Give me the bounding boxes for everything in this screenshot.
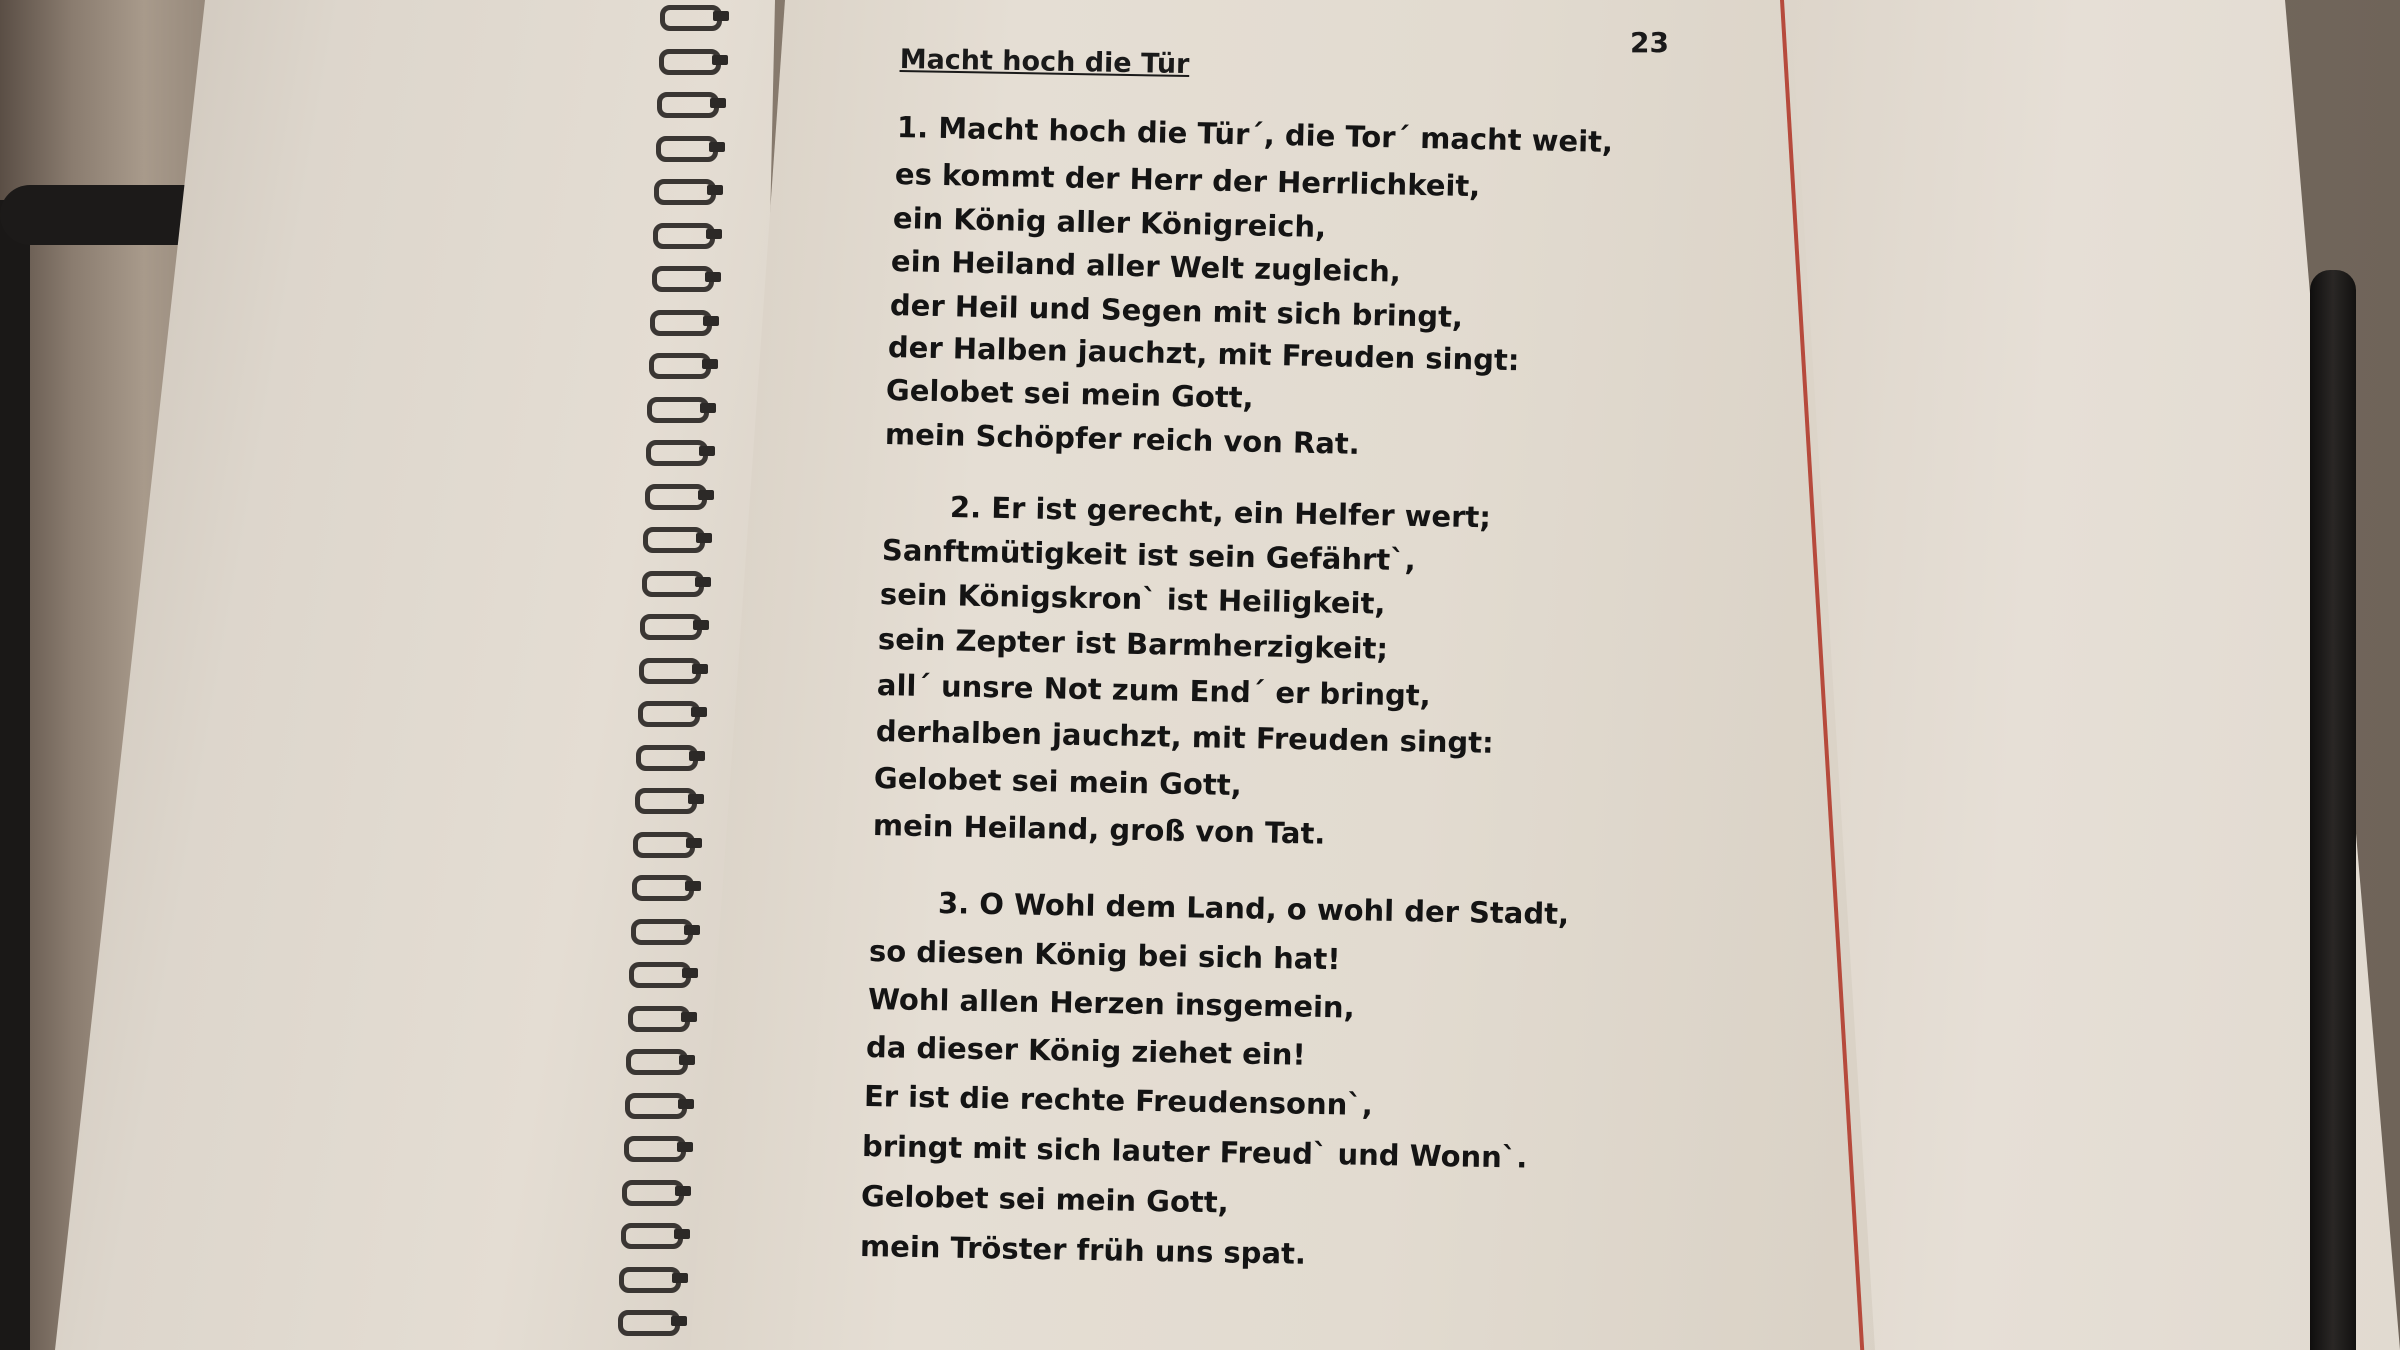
spiral-ring (647, 397, 709, 423)
verse-line: Gelobet sei mein Gott, (885, 373, 1255, 415)
spiral-ring (659, 49, 721, 75)
verse-line: Wohl allen Herzen insgemein, (867, 982, 1355, 1025)
verse-line: mein Heiland, groß von Tat. (872, 808, 1326, 851)
spiral-ring (646, 440, 708, 466)
spiral-ring (652, 266, 714, 292)
verse-line: sein Königskron` ist Heiligkeit, (879, 577, 1386, 621)
verse-line: sein Zepter ist Barmherzigkeit; (877, 622, 1389, 666)
verse-line: da dieser König ziehet ein! (865, 1030, 1306, 1072)
verse-line: Gelobet sei mein Gott, (860, 1179, 1229, 1220)
spiral-ring (626, 1049, 688, 1075)
verse-line: all´ unsre Not zum End´ er bringt, (876, 668, 1432, 713)
music-stand-left-post (0, 200, 30, 1350)
spiral-ring (636, 745, 698, 771)
verse-line: Gelobet sei mein Gott, (873, 761, 1242, 803)
spiral-ring (631, 919, 693, 945)
spiral-ring (645, 484, 707, 510)
verse-line: mein Schöpfer reich von Rat. (884, 417, 1361, 461)
spiral-ring (660, 5, 722, 31)
verse-line: ein Heiland aller Welt zugleich, (890, 244, 1402, 289)
spiral-ring (642, 571, 704, 597)
spiral-ring (621, 1223, 683, 1249)
spiral-ring (624, 1136, 686, 1162)
spiral-ring (625, 1093, 687, 1119)
verse-line: 3. O Wohl dem Land, o wohl der Stadt, (937, 886, 1570, 932)
spiral-ring (632, 875, 694, 901)
spiral-ring (640, 614, 702, 640)
verse-line: derhalben jauchzt, mit Freuden singt: (875, 714, 1495, 760)
music-stand-right-post (2310, 270, 2356, 1350)
spiral-ring (633, 832, 695, 858)
spiral-ring (657, 92, 719, 118)
verse-line: mein Tröster früh uns spat. (859, 1229, 1307, 1271)
verse-line: 2. Er ist gerecht, ein Helfer wert; (949, 490, 1492, 535)
verse-line: es kommt der Herr der Herrlichkeit, (894, 157, 1481, 204)
spiral-ring (628, 1006, 690, 1032)
spiral-ring (650, 310, 712, 336)
song-title: Macht hoch die Tür (899, 44, 1190, 81)
verse-line: bringt mit sich lauter Freud` und Wonn`. (861, 1129, 1528, 1175)
spiral-ring (618, 1310, 680, 1336)
spiral-ring (638, 701, 700, 727)
verse-line: der Halben jauchzt, mit Freuden singt: (887, 330, 1520, 378)
spiral-ring (629, 962, 691, 988)
verse-line: Sanftmütigkeit ist sein Gefährt`, (881, 533, 1417, 578)
spiral-ring (635, 788, 697, 814)
verse-line: Er ist die rechte Freudensonn`, (863, 1079, 1374, 1122)
next-page-edge (1785, 0, 2400, 1350)
page-number: 23 (1630, 26, 1669, 59)
spiral-ring (654, 179, 716, 205)
spiral-ring (649, 353, 711, 379)
spiral-ring (639, 658, 701, 684)
spiral-binding (650, 0, 770, 1350)
spiral-ring (643, 527, 705, 553)
verse-line: der Heil und Segen mit sich bringt, (889, 288, 1464, 334)
spiral-ring (622, 1180, 684, 1206)
spiral-ring (656, 136, 718, 162)
spiral-ring (619, 1267, 681, 1293)
verse-line: 1. Macht hoch die Tür´, die Tor´ macht weit, (896, 110, 1614, 159)
spiral-ring (653, 223, 715, 249)
verse-line: so diesen König bei sich hat! (868, 934, 1341, 977)
verse-line: ein König aller Königreich, (892, 201, 1327, 245)
music-stand-left-arm (0, 185, 190, 245)
